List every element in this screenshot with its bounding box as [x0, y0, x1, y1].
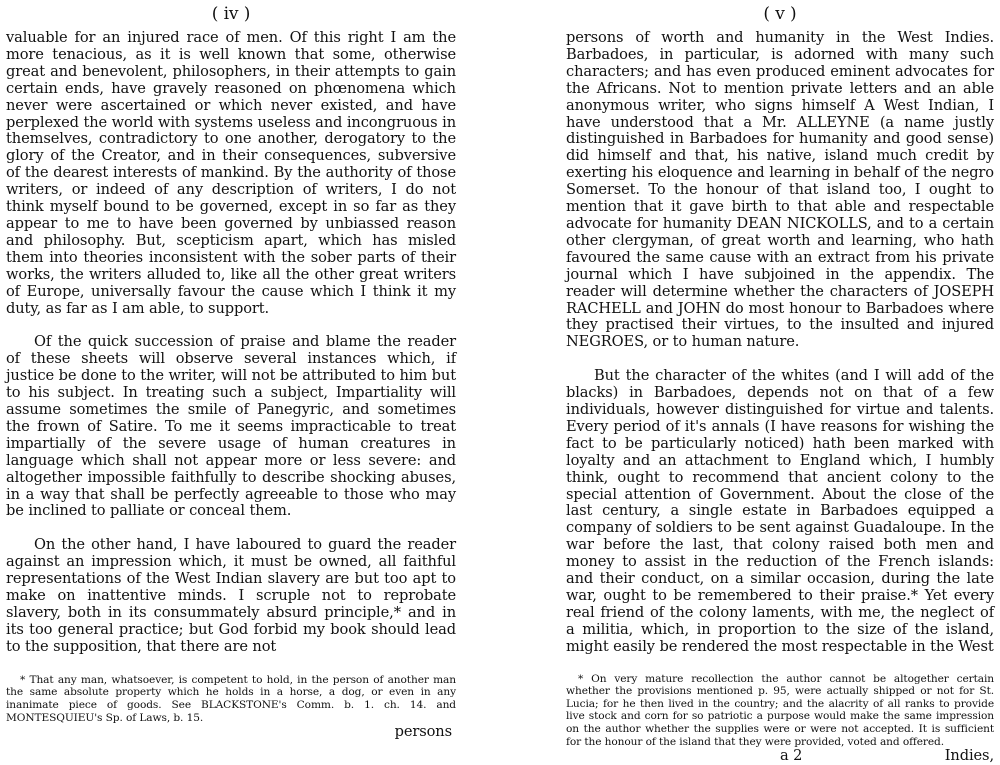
- paragraph: Of the quick succession of praise and blame the reader of these sheets will observe several instances which, if justice be done to the writer, will not be attributed to him but to his subject. In treating such a subject, Impartiality will assume sometimes the smile of Panegyric, and sometimes the frown of Satire. To me it seems impracticable to treat impartially of the severe usage of human creatures in language which shall not appear more or less severe: and altogether impossible faithfully to describe shocking abuses, in a way that shall be perfectly agreeable to those who may be inclined to palliate or conceal them.: [6, 333, 456, 520]
- signature-mark: a 2: [780, 747, 803, 765]
- catchword: Indies,: [944, 747, 994, 765]
- page-foot: [566, 748, 994, 765]
- paragraph: But the character of the whites (and I will add of the blacks) in Barbadoes, depends not on that of a few individuals, however distinguished for virtue and talents. Every period of it's annals (I have reasons for wishing the fact to be particularly noticed) hath been marked with loyalty and an attachment to England which, I humbly think, ought to recommend that ancient colony to the special attention of Government. About the close of the last century, a single estate in Barbadoes equipped a company of soldiers to be sent against Guadaloupe. In the war before the last, that colony raised both men and money to assist in the reduction of the French islands: and their conduct, on a similar occasion, during the late war, ought to be remembered to their praise.* Yet every real friend of the colony laments, with me, the neglect of a militia, which, in proportion to the size of the island, might easily be rendered the most respectable in the West: [566, 367, 994, 655]
- right-page: [514, 0, 1000, 765]
- paragraph: valuable for an injured race of men. Of this right I am the more tenacious, as it is well known that some, otherwise great and benevolent, philosophers, in their attempts to gain certain ends, have gravely reasoned on phœnomena which never were ascertained or which never existed, and have perplexed the world with systems useless and incongruous in themselves, contradictory to one another, derogatory to the glory of the Creator, and in their consequences, subversive of the dearest interests of mankind. By the authority of those writers, or indeed of any description of writers, I do not think myself bound to be governed, except in so far as they appear to me to have been governed by unbiassed reason and philosophy. But, scepticism apart, which has misled them into theories inconsistent with the sober parts of their works, the writers alluded to, like all the other great writers of Europe, universally favour the cause which I think it my duty, as far as I am able, to support.: [6, 29, 456, 317]
- footnote: * On very mature recollection the author cannot be altogether certain whether the provisions mentioned p. 95, were actually shipped or not for St. Lucia; for he then lived in the country; and the alacrity of all ranks to provide live stock and corn for so patriotic a purpose would make the same impression on the author whether the supplies were or were not accepted. It is sufficient for the honour of the island that they were provided, voted and offered.: [566, 672, 994, 748]
- left-page: [0, 0, 488, 746]
- paragraph: On the other hand, I have laboured to guard the reader against an impression which, it must be owned, all faithful representations of the West Indian slavery are but too apt to make on inattentive minds. I scruple not to reprobate slavery, both in its consummately absurd principle,* and in its too general practice; but God forbid my book should lead to the supposition, that there are not: [6, 536, 456, 655]
- catchword: persons: [394, 723, 452, 741]
- footnote: * That any man, whatsoever, is competent to hold, in the person of another man the same absolute property which he holds in a horse, a dog, or even in any inanimate piece of goods. See BLACKSTONE's Comm. b. 1. ch. 14. and MONTESQUIEU's Sp. of Laws, b. 15.: [6, 673, 456, 724]
- page-number: ( iv ): [211, 4, 251, 24]
- page-number: ( v ): [763, 4, 797, 24]
- paragraph: persons of worth and humanity in the West Indies. Barbadoes, in particular, is adorned with many such characters; and has even produced eminent advocates for the Africans. Not to mention private letters and an able anonymous writer, who signs himself A West Indian, I have understood that a Mr. ALLEYNE (a name justly distinguished in Barbadoes for humanity and good sense) did himself and that, his native, island much credit by exerting his eloquence and learning in behalf of the negro Somerset. To the honour of that island too, I ought to mention that it gave birth to that able and respectable advocate for humanity DEAN NICKOLLS, and to a certain other clergyman, of great worth and learning, who hath favoured the same cause with an extract from his private journal which I have subjoined in the appendix. The reader will determine whether the characters of JOSEPH RACHELL and JOHN do most honour to Barbadoes where they practised their virtues, to the insulted and injured NEGROES, or to human nature.: [566, 29, 994, 351]
